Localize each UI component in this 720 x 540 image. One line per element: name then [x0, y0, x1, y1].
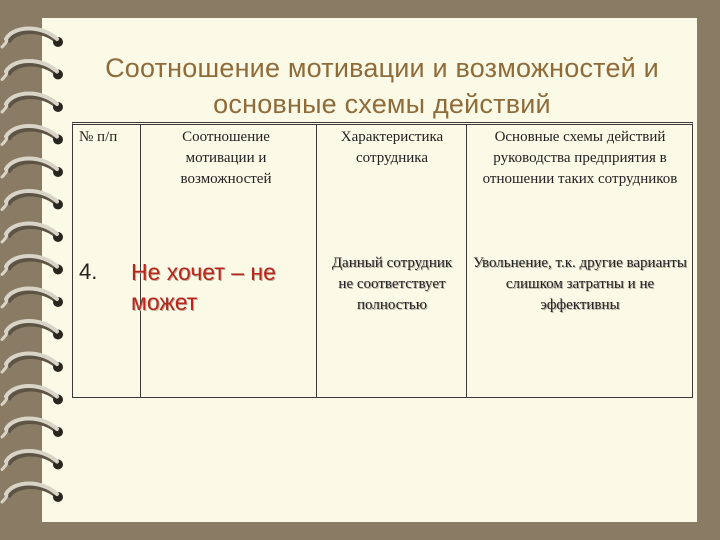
header-characteristic: Характеристика сотрудника [340, 129, 444, 166]
binder-ring [2, 354, 63, 373]
binder-ring [2, 451, 63, 470]
row-schemes: Увольнение, т.к. другие варианты слишком затратны и не эффективны [473, 255, 687, 313]
binder-ring [2, 94, 63, 113]
row-characteristic: Данный сотрудник не соответствует полностью [331, 255, 453, 313]
binder-ring [2, 484, 63, 503]
binder-ring [2, 419, 63, 438]
binder-ring [2, 191, 63, 210]
row-num: 4. [79, 259, 98, 284]
column-divider [316, 125, 317, 397]
binder-ring [2, 126, 63, 145]
binder-ring [2, 386, 63, 405]
binder-ring [2, 29, 63, 48]
header-schemes: Основные схемы действий руководства предприятия в отношении таких сотрудников [482, 129, 678, 187]
spiral-binding [0, 0, 80, 540]
binder-ring [2, 224, 63, 243]
data-table [72, 122, 693, 398]
binder-ring [2, 256, 63, 275]
header-num: № п/п [79, 129, 118, 145]
binder-ring [2, 289, 63, 308]
header-ratio: Соотношение мотивации и возможностей [180, 129, 272, 187]
row-ratio: Не хочет – не может [131, 259, 276, 315]
binder-ring [2, 159, 63, 178]
slide-title: Соотношение мотивации и возможностей и основные схемы действий [105, 53, 659, 119]
binder-ring [2, 321, 63, 340]
binder-ring [2, 61, 63, 80]
column-divider [466, 125, 467, 397]
